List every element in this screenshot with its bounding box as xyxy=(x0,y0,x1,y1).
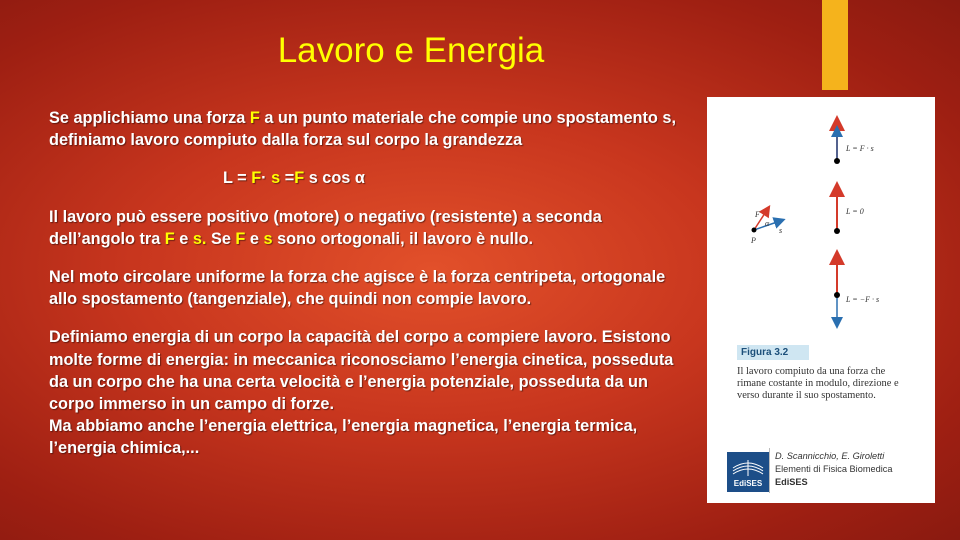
text-segment: Se xyxy=(206,229,236,248)
paragraph-energy-definition: Definiamo energia di un corpo la capacità del corpo a compiere lavoro. Esistono molte forme di energia: in meccanica riconosciamo l’energia cinetica, posseduta da un corpo che ha una certa velocità e l’energia potenziale, posseduta da un corpo immerso in un campo di forze. xyxy=(49,328,674,414)
text-segment: = xyxy=(280,169,295,188)
symbol-displacement: s xyxy=(263,229,273,248)
text-segment: e xyxy=(245,229,264,248)
symbol-displacement: s xyxy=(271,169,281,188)
book-title: Elementi di Fisica Biomedica xyxy=(775,464,893,474)
label-point: P xyxy=(751,236,756,245)
equation-zero-work: L = 0 xyxy=(846,207,864,216)
symbol-force: F xyxy=(164,229,175,248)
paragraph-circular-motion: Nel moto circolare uniforme la forza che agisce è la forza centripeta, ortogonale allo spostamento (tangenziale), che quindi non compie lavoro. xyxy=(49,268,666,309)
text-segment: e xyxy=(174,229,193,248)
book-authors: D. Scannicchio, E. Giroletti xyxy=(775,451,885,461)
label-force: F xyxy=(755,210,760,219)
equation-negative-work: L = −F · s xyxy=(846,295,880,304)
label-angle: α xyxy=(765,219,770,228)
book-icon xyxy=(727,456,769,480)
text-segment: Se applichiamo una forza xyxy=(49,109,250,127)
equation-positive-work: L = F · s xyxy=(846,144,874,153)
text-segment: a un punto materiale che compie uno spostamento s, definiamo lavoro compiuto dalla forza sul corpo la grandezza xyxy=(49,109,676,150)
slide-body xyxy=(49,107,689,460)
figure-caption: Il lavoro compiuto da una forza che rimane costante in modulo, direzione e verso durante il suo spostamento. xyxy=(737,366,899,401)
text-segment: sono ortogonali, il lavoro è nullo. xyxy=(272,229,534,248)
text-segment: · xyxy=(261,169,272,188)
publisher-logo-text: EdiSES xyxy=(733,479,763,488)
textbook-figure xyxy=(707,97,935,503)
symbol-displacement: s. xyxy=(192,229,207,248)
symbol-force: F xyxy=(251,169,262,188)
figure-label: Figura 3.2 xyxy=(737,345,809,360)
publisher-name: EdiSES xyxy=(775,477,808,487)
inset-point-mass xyxy=(752,228,757,233)
paragraph-energy-forms: Ma abbiamo anche l’energia elettrica, l’energia magnetica, l’energia termica, l’energia chimica,... xyxy=(49,417,638,458)
text-segment: s cos α xyxy=(304,169,365,188)
slide-title: Lavoro e Energia xyxy=(277,31,545,70)
symbol-force: F xyxy=(249,109,260,127)
text-segment: L = xyxy=(223,169,252,188)
point-mass xyxy=(834,228,840,234)
work-formula xyxy=(49,167,689,189)
publisher-logo xyxy=(727,452,769,492)
text-segment: Il lavoro può essere positivo (motore) o negativo (resistente) a seconda dell’angolo tra xyxy=(49,207,602,248)
paragraph-work-definition xyxy=(49,107,689,151)
symbol-force: F xyxy=(294,169,305,188)
point-mass xyxy=(834,292,840,298)
paragraph-work-sign xyxy=(49,206,689,250)
symbol-force: F xyxy=(235,229,246,248)
point-mass xyxy=(834,158,840,164)
decorative-accent-bar xyxy=(822,0,848,90)
label-displacement: s xyxy=(779,226,783,235)
work-diagram xyxy=(707,97,935,337)
